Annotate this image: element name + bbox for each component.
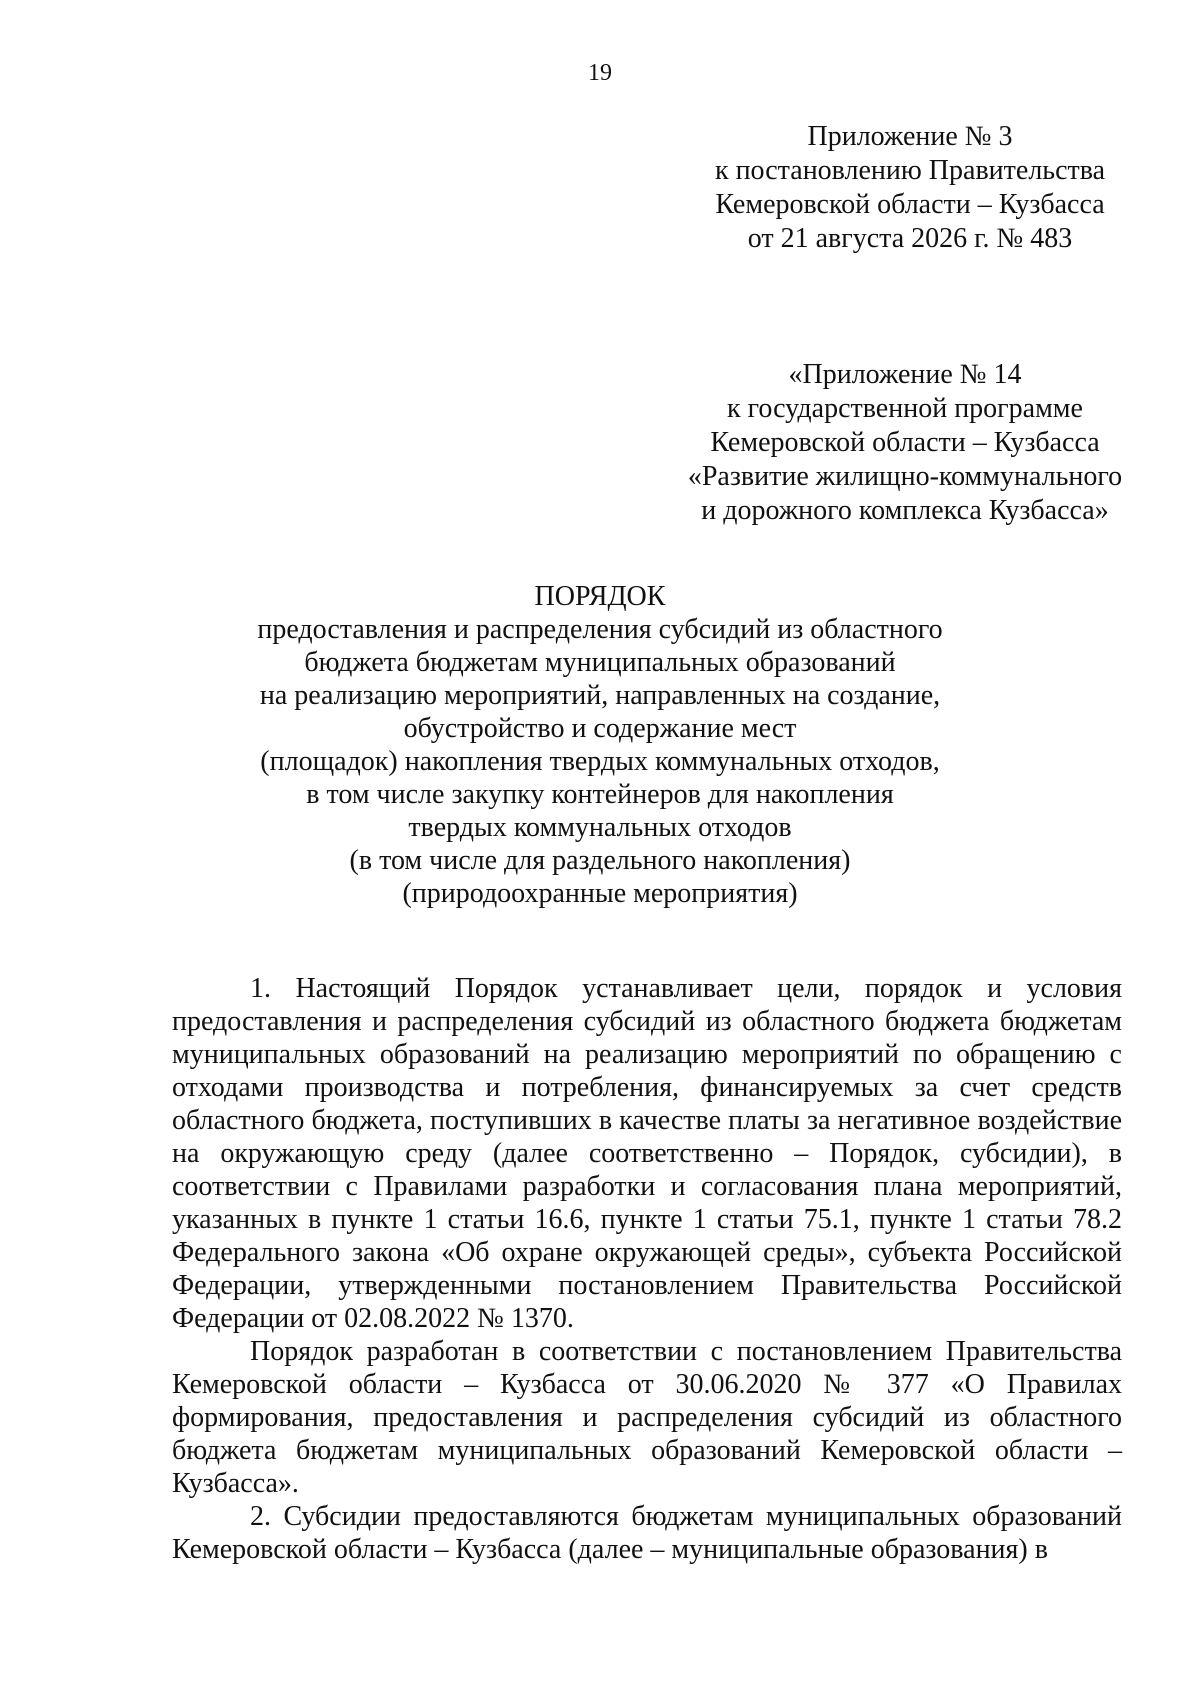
program-appendix-line: «Приложение № 14 <box>788 359 1022 390</box>
document-subtitle-line: (в том числе для раздельного накопления) <box>349 845 851 876</box>
appendix-line: Приложение № 3 <box>807 121 1013 152</box>
program-appendix-line: Кемеровской области – Кузбасса <box>710 427 1100 458</box>
page-number: 19 <box>588 60 612 86</box>
document-title-block <box>250 580 950 910</box>
body-paragraph-3: 2. Субсидии предоставляются бюджетам муниципальных образований Кемеровской области – Кузбасса (далее – муниципальные образования) в <box>172 1501 1122 1565</box>
appendix-line: Кемеровской области – Кузбасса <box>715 189 1105 220</box>
document-subtitle-line: на реализацию мероприятий, направленных на создание, <box>259 680 941 711</box>
document-subtitle-line: твердых коммунальных отходов <box>408 812 792 843</box>
program-appendix-line: «Развитие жилищно-коммунального <box>687 461 1123 492</box>
document-title: ПОРЯДОК <box>534 581 666 612</box>
appendix-line: к постановлению Правительства <box>714 155 1106 186</box>
document-subtitle-line: обустройство и содержание мест <box>403 713 797 744</box>
document-subtitle-line: бюджета бюджетам муниципальных образований <box>304 647 896 678</box>
document-subtitle-line: в том числе закупку контейнеров для накопления <box>306 779 894 810</box>
body-paragraph-1: 1. Настоящий Порядок устанавливает цели, порядок и условия предоставления и распределения субсидий из областного бюджета бюджетам муниципальных образований на реализацию мероприятий по обращению с отходами производства и потребления, финансируемых за счет средств областного бюджета, поступивших в качестве платы за негативное воздействие на окружающую среду (далее соответственно – Порядок, субсидии), в соответствии с Правилами разработки и согласования плана мероприятий, указанных в пункте 1 статьи 16.6, пункте 1 статьи 75.1, пункте 1 статьи 78.2 Федерального закона «Об охране окружающей среды», субъекта Российской Федерации, утвержденными постановлением Правительства Российской Федерации от 02.08.2022 № 1370. <box>172 973 1122 1334</box>
document-subtitle-line: (площадок) накопления твердых коммунальных отходов, <box>260 746 940 777</box>
program-appendix-line: и дорожного комплекса Кузбасса» <box>701 495 1109 526</box>
body-paragraph-2: Порядок разработан в соответствии с постановлением Правительства Кемеровской области – Кузбасса от 30.06.2020 № 377 «О Правилах формирования, предоставления и распределения субсидий из областного бюджета бюджетам муниципальных образований Кемеровской области – Кузбасса». <box>172 1336 1122 1499</box>
document-body <box>172 972 1122 1566</box>
appendix-line: от 21 августа 2026 г. № 483 <box>747 223 1073 254</box>
program-appendix-header <box>640 358 1170 528</box>
program-appendix-line: к государственной программе <box>727 393 1083 424</box>
document-subtitle-line: предоставления и распределения субсидий из областного <box>257 614 943 645</box>
document-subtitle-line: (природоохранные мероприятия) <box>402 878 798 909</box>
appendix-header <box>650 120 1170 256</box>
